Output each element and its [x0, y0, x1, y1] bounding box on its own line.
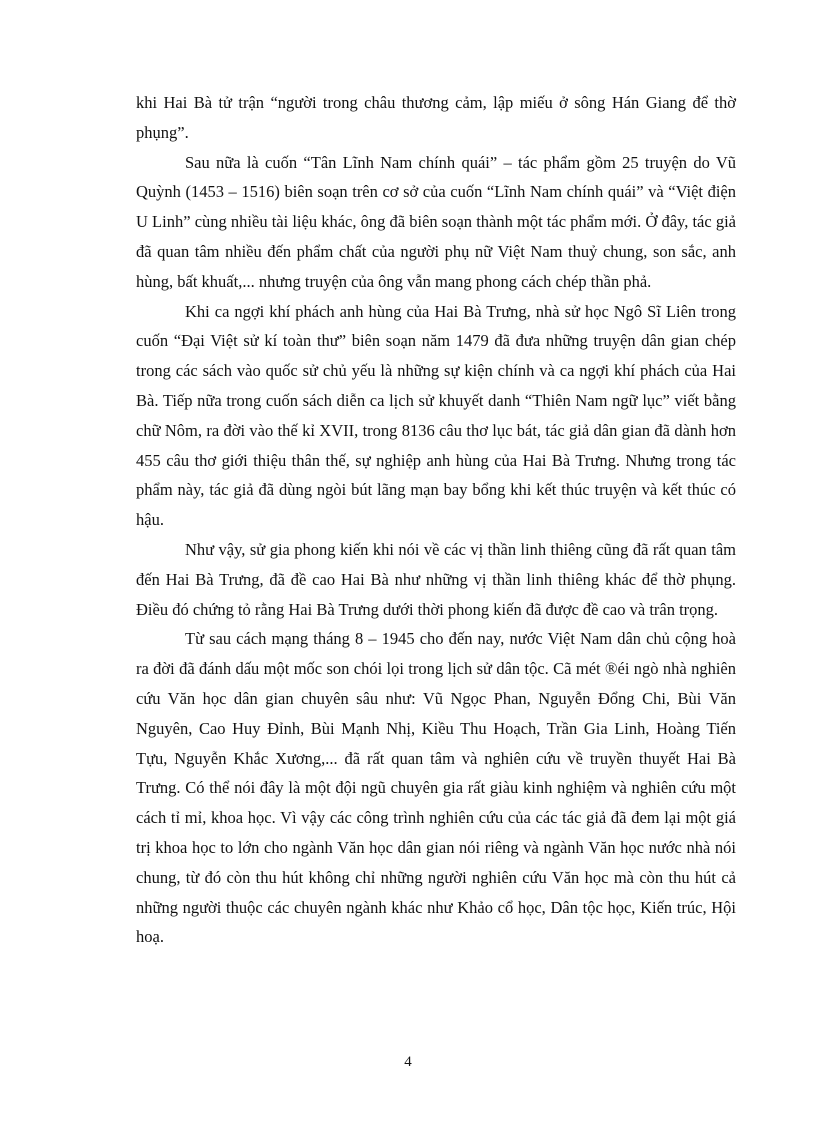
paragraph-tan-linh-nam: Sau nữa là cuốn “Tân Lĩnh Nam chính quái” – tác phẩm gồm 25 truyện do Vũ Quỳnh (1453 – 1516) biên soạn trên cơ sở của cuốn “Lĩnh Nam chính quái” và “Việt điện U Linh” cùng nhiều tài liệu khác, ông đã biên soạn thành một tác phẩm mới. Ở đây, tác giả đã quan tâm nhiều đến phẩm chất của người phụ nữ Việt Nam thuỷ chung, son sắc, anh hùng, bất khuất,... nhưng truyện của ông vẫn mang phong cách chép thần phả.	[136, 152, 736, 291]
page-number: 4	[404, 1054, 412, 1070]
body-text	[136, 88, 736, 952]
paragraph-modern-research: Từ sau cách mạng tháng 8 – 1945 cho đến nay, nước Việt Nam dân chủ cộng hoà ra đời đã đánh dấu một mốc son chói lọi trong lịch sử dân tộc. Cã mét ®éi ngò nhà nghiên cứu Văn học dân gian chuyên sâu như: Vũ Ngọc Phan, Nguyễn Đổng Chi, Bùi Văn Nguyên, Cao Huy Đỉnh, Bùi Mạnh Nhị, Kiều Thu Hoạch, Trần Gia Linh, Hoàng Tiến Tựu, Nguyễn Khắc Xương,... đã rất quan tâm và nghiên cứu về truyền thuyết Hai Bà Trưng. Có thể nói đây là một đội ngũ chuyên gia rất giàu kinh nghiệm và nghiên cứu một cách tỉ mỉ, khoa học. Vì vậy các công trình nghiên cứu của các tác giả đã đem lại một giá trị khoa học to lớn cho ngành Văn học dân gian nói riêng và ngành Văn học nước nhà nói chung, từ đó còn thu hút không chỉ những người nghiên cứu Văn học mà còn thu hút cả những người thuộc các chuyên ngành khác như Khảo cổ học, Dân tộc học, Kiến trúc, Hội hoạ.	[136, 629, 736, 947]
paragraph-feudal-historians: Như vậy, sử gia phong kiến khi nói về các vị thần linh thiêng cũng đã rất quan tâm đến Hai Bà Trưng, đã đề cao Hai Bà như những vị thần linh thiêng khác để thờ phụng. Điều đó chứng tỏ rằng Hai Bà Trưng dưới thời phong kiến đã được đề cao và trân trọng.	[136, 539, 736, 619]
paragraph-continuation: khi Hai Bà tử trận “người trong châu thương cảm, lập miếu ở sông Hán Giang để thờ phụng”.	[136, 93, 736, 142]
paragraph-ngo-si-lien: Khi ca ngợi khí phách anh hùng của Hai Bà Trưng, nhà sử học Ngô Sĩ Liên trong cuốn “Đại Việt sử kí toàn thư” biên soạn năm 1479 đã đưa những truyện dân gian chép trong các sách vào quốc sử chủ yếu là những sự kiện chính và ca ngợi khí phách của Hai Bà. Tiếp nữa trong cuốn sách diễn ca lịch sử khuyết danh “Thiên Nam ngữ lục” viết bằng chữ Nôm, ra đời vào thế kỉ XVII, trong 8136 câu thơ lục bát, tác giả dân gian đã dành hơn 455 câu thơ giới thiệu thân thế, sự nghiệp anh hùng của Hai Bà Trưng. Nhưng trong tác phẩm này, tác giả đã dùng ngòi bút lãng mạn bay bổng khi kết thúc truyện và kết thúc có hậu.	[136, 301, 736, 530]
